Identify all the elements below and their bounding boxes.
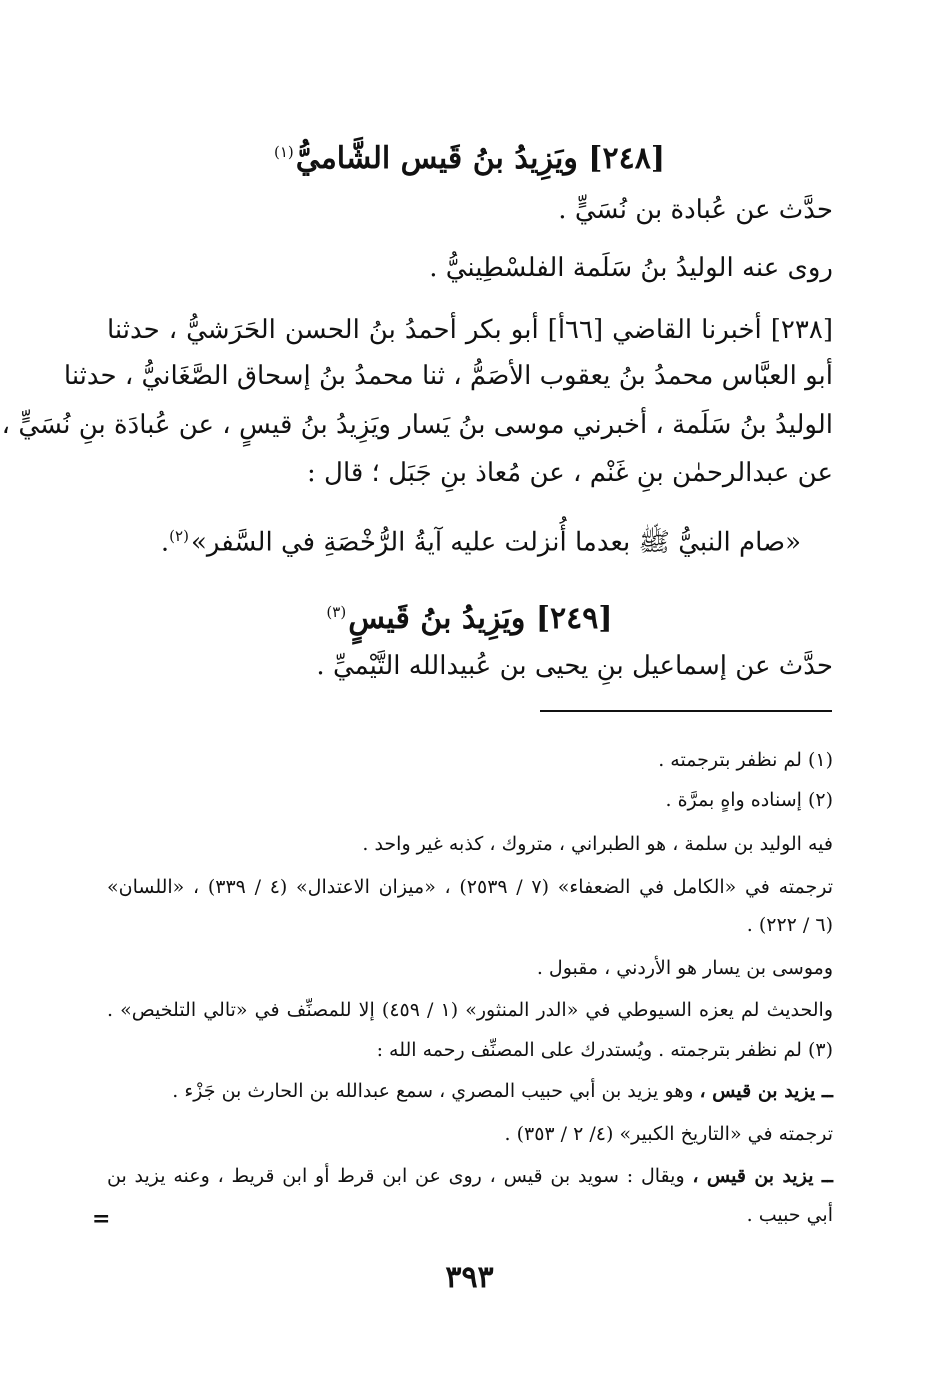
entry-248-line-2: روى عنه الوليدُ بنُ سَلَمة الفلسْطِينيُّ . — [429, 253, 833, 283]
footnote-3-item-1-line-2: ترجمته في «التاريخ الكبير» (٤/ ٢ / ٣٥٣) . — [504, 1123, 833, 1145]
footnote-2-line-6: والحديث لم يعزه السيوطي في «الدر المنثور» (١ / ٤٥٩) إلا للمصنِّف في «تالي التلخيص» . — [107, 999, 833, 1021]
hadith-quote-text: «صام النبيُّ ﷺ بعدما أُنزلت عليه آيةُ الرُّخْصَةِ في السَّفر» — [190, 527, 801, 558]
footnote-3-item-2-name: ــ يزيد بن قيس ، — [692, 1165, 833, 1187]
entry-heading-text: [٢٤٨] ويَزِيدُ بنُ قَيس الشَّاميُّ — [295, 141, 666, 176]
continuation-mark: = — [92, 1206, 111, 1232]
footnote-3-item-1-name: ــ يزيد بن قيس ، — [699, 1080, 833, 1102]
footnote-3-item-1-text: وهو يزيد بن أبي حبيب المصري ، سمع عبدالله بن الحارث بن جَزْء . — [172, 1080, 700, 1102]
footnote-ref-2: (٢) — [169, 527, 189, 545]
footnote-3-item-2-line-2: أبي حبيب . — [746, 1204, 833, 1226]
footnote-1: (١) لم نظفر بترجمته . — [658, 749, 833, 771]
narration-line-1: [٢٣٨] أخبرنا القاضي [٦٦أ] أبو بكر أحمدُ بنُ الحسن الحَرَشيُّ ، حدثنا — [107, 315, 833, 345]
entry-heading-249 — [110, 592, 829, 639]
entry-heading-248 — [110, 132, 829, 179]
footnote-2-line-4: (٦ / ٢٢٢) . — [746, 914, 833, 936]
footnote-3-item-2-text: ويقال : سويد بن قيس ، روى عن ابن قرط أو ابن قريط ، وعنه يزيد بن — [107, 1165, 693, 1187]
narration-line-3: الوليدُ بنُ سَلَمة ، أخبرني موسى بنُ يَسار ويَزِيدُ بنُ قيسٍ ، عن عُبادَة بنِ نُسَيٍّ ، — [1, 410, 833, 440]
footnote-3: (٣) لم نظفر بترجمته . ويُستدرك على المصنِّف رحمه الله : — [376, 1039, 833, 1061]
hadith-quote: «صام النبيُّ ﷺ بعدما أُنزلت عليه آيةُ الرُّخْصَةِ في السَّفر»$^{(٢)}$. — [160, 527, 801, 558]
entry-heading-text: [٢٤٩] ويَزِيدُ بنُ قَيسٍ — [348, 601, 613, 636]
footnote-ref-1: (١) — [273, 143, 294, 161]
narration-line-2: أبو العبَّاس محمدُ بنُ يعقوب الأصَمُّ ، ثنا محمدُ بنُ إسحاق الصَّغَانيُّ ، حدثنا — [63, 361, 833, 391]
narration-line-4: عن عبدالرحمٰن بنِ غَنْم ، عن مُعاذ بنِ جَبَل ؛ قال : — [307, 458, 833, 488]
footnote-2-line-3: ترجمته في «الكامل في الضعفاء» (٧ / ٢٥٣٩) ، «ميزان الاعتدال» (٤ / ٣٣٩) ، «اللسان» — [107, 876, 834, 898]
entry-249-line-1: حدَّث عن إسماعيل بنِ يحيى بن عُبيدالله التَّيْميِّ . — [316, 651, 833, 681]
footnote-3-item-1 — [172, 1077, 833, 1105]
footnote-divider — [540, 710, 832, 712]
footnote-ref-3: (٣) — [326, 603, 347, 621]
footnote-2: (٢) إسناده واهٍ بمرَّة . — [665, 789, 833, 811]
footnote-3-item-2 — [107, 1162, 833, 1190]
footnote-2-line-5: وموسى بن يسار هو الأردني ، مقبول . — [536, 957, 833, 979]
page-number: ٣٩٣ — [445, 1260, 494, 1295]
entry-248-line-1: حدَّث عن عُبادة بن نُسَيٍّ . — [558, 195, 833, 225]
footnote-2-line-2: فيه الوليد بن سلمة ، هو الطبراني ، متروك ، كذبه غير واحد . — [362, 833, 833, 855]
